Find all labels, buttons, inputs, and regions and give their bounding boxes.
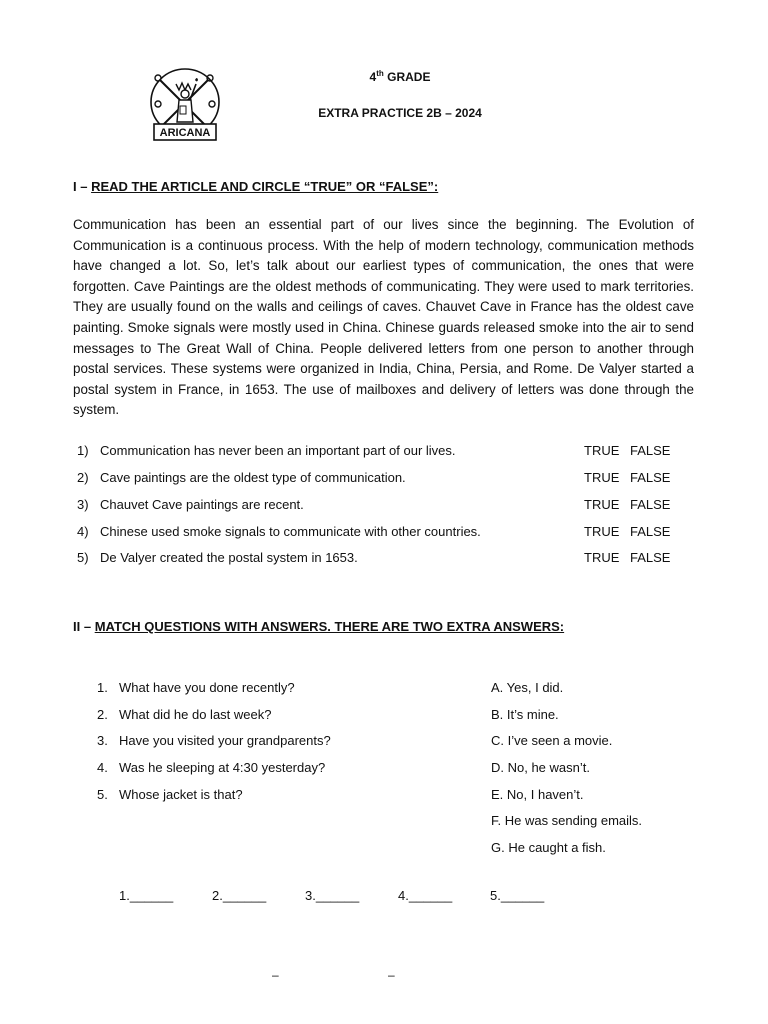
question-number: 4. (97, 760, 108, 775)
statement-text: De Valyer created the postal system in 1653. (100, 550, 358, 565)
statement-text: Chinese used smoke signals to communicate with other countries. (100, 524, 481, 539)
answer-item: D. No, he wasn’t. (491, 760, 590, 775)
statement-row (77, 468, 677, 488)
answer-item: B. It’s mine. (491, 707, 559, 722)
answer-item: A. Yes, I did. (491, 680, 564, 695)
true-option[interactable]: TRUE (584, 470, 620, 485)
school-logo (146, 66, 224, 146)
statement-number: 5) (77, 550, 89, 565)
statement-number: 2) (77, 470, 89, 485)
section1-prefix: I – (73, 179, 92, 194)
footer-dash-right: – (388, 968, 395, 982)
practice-title: EXTRA PRACTICE 2B – 2024 (318, 106, 482, 120)
section2-heading (73, 619, 564, 634)
question-item (97, 785, 477, 805)
question-text: Have you visited your grandparents? (119, 733, 331, 748)
true-option[interactable]: TRUE (584, 497, 620, 512)
answer-blank[interactable]: 5.______ (490, 888, 545, 903)
question-text: What have you done recently? (119, 680, 295, 695)
question-item (97, 705, 477, 725)
true-option[interactable]: TRUE (584, 443, 620, 458)
false-option[interactable]: FALSE (630, 550, 671, 565)
grade-suffix: th (376, 69, 384, 78)
false-option[interactable]: FALSE (630, 470, 671, 485)
answer-blank[interactable]: 4.______ (398, 888, 453, 903)
statement-row (77, 522, 677, 542)
logo-text: ARICANA (159, 127, 211, 139)
statement-row (77, 548, 677, 568)
section2-prefix: II – (73, 619, 95, 634)
question-item (97, 731, 477, 751)
section1-heading (73, 179, 438, 194)
footer-dash-left: – (272, 968, 279, 982)
statement-text: Communication has never been an important part of our lives. (100, 443, 456, 458)
question-number: 5. (97, 787, 108, 802)
false-option[interactable]: FALSE (630, 524, 671, 539)
question-number: 1. (97, 680, 108, 695)
statement-number: 1) (77, 443, 89, 458)
question-number: 3. (97, 733, 108, 748)
question-text: What did he do last week? (119, 707, 272, 722)
question-item (97, 678, 477, 698)
question-item (97, 758, 477, 778)
false-option[interactable]: FALSE (630, 497, 671, 512)
statement-text: Chauvet Cave paintings are recent. (100, 497, 304, 512)
article-paragraph: Communication has been an essential part of our lives since the beginning. The Evolution of Communication is a continuous process. With the help of modern technology, communication methods have changed a lot. So, let’s talk about our earliest types of communication, the ones that were forgotten. Cave Paintings are the oldest methods of communicating. They were used to mark territories. They are usually found on the walls and ceilings of caves. Chauvet Cave in France has the oldest cave painting. Smoke signals were mostly used in China. Chinese guards released smoke into the air to send messages to The Great Wall of China. People delivered letters from one person to another through postal services. These systems were organized in India, China, Persia, and Rome. De Valyer started a postal system in France, in 1653. The use of mailboxes and delivery of letters was done through the system. (73, 217, 694, 418)
section1-heading-text: READ THE ARTICLE AND CIRCLE “TRUE” OR “FALSE”: (91, 179, 439, 194)
answer-blank[interactable]: 3.______ (305, 888, 360, 903)
answer-blank[interactable]: 1.______ (119, 888, 174, 903)
question-number: 2. (97, 707, 108, 722)
statement-number: 4) (77, 524, 89, 539)
grade-title (300, 69, 500, 84)
question-text: Whose jacket is that? (119, 787, 243, 802)
answer-item: G. He caught a fish. (491, 840, 606, 855)
false-option[interactable]: FALSE (630, 443, 671, 458)
statement-row (77, 495, 677, 515)
answer-item: E. No, I haven’t. (491, 787, 584, 802)
statue-of-liberty-icon (146, 66, 224, 146)
answer-blank[interactable]: 2.______ (212, 888, 267, 903)
question-text: Was he sleeping at 4:30 yesterday? (119, 760, 326, 775)
true-option[interactable]: TRUE (584, 550, 620, 565)
answer-item: F. He was sending emails. (491, 813, 643, 828)
answer-item: C. I’ve seen a movie. (491, 733, 613, 748)
grade-word: GRADE (387, 70, 431, 84)
statement-row (77, 441, 677, 461)
statement-text: Cave paintings are the oldest type of communication. (100, 470, 406, 485)
true-option[interactable]: TRUE (584, 524, 620, 539)
statement-number: 3) (77, 497, 89, 512)
grade-number: 4 (369, 70, 377, 84)
section2-heading-text: MATCH QUESTIONS WITH ANSWERS. THERE ARE TWO EXTRA ANSWERS: (94, 619, 565, 634)
